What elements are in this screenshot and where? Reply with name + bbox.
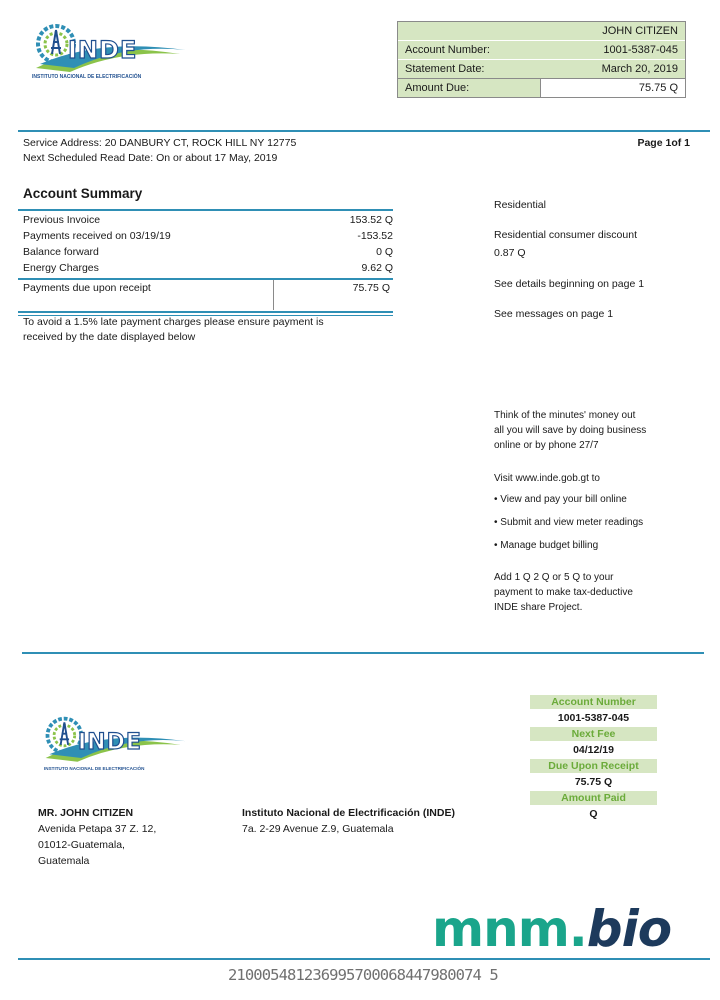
late-fee-note-2: received by the date displayed below	[23, 331, 196, 343]
summary-value: 0 Q	[376, 246, 393, 258]
summary-label: Balance forward	[23, 246, 99, 258]
summary-row	[23, 212, 393, 228]
summary-label: Previous Invoice	[23, 214, 101, 226]
inde-logo-stub	[40, 712, 190, 774]
right-info-column	[494, 198, 694, 213]
logo-subtitle: INSTITUTO NACIONAL DE ELECTRIFICACIÓN	[44, 766, 145, 771]
account-number-value: 1001-5387-045	[603, 44, 678, 56]
promo-line: all you will save by doing business	[494, 425, 647, 436]
stub-divider	[22, 652, 704, 654]
summary-value: -153.52	[357, 230, 393, 242]
donation-line: payment to make tax-deductive	[494, 587, 633, 598]
top-divider	[18, 130, 710, 132]
summary-row	[23, 260, 393, 276]
account-info-box	[397, 21, 686, 98]
remit-amount-paid-value: Q	[589, 808, 598, 820]
bullet-item: • Manage budget billing	[494, 540, 599, 551]
summary-value: 153.52 Q	[349, 214, 393, 226]
bullet-item: • View and pay your bill online	[494, 494, 627, 505]
logo-subtitle: INSTITUTO NACIONAL DE ELECTRIFICACIÓN	[32, 74, 142, 80]
account-number-row	[398, 40, 685, 59]
late-fee-note-1: To avoid a 1.5% late payment charges please ensure payment is	[23, 316, 324, 328]
company-address-line: 7a. 2-29 Avenue Z.9, Guatemala	[242, 823, 394, 835]
service-address: Service Address: 20 DANBURY CT, ROCK HILL NY 12775	[23, 137, 297, 149]
bullet-list	[494, 492, 694, 561]
donation-text	[494, 570, 694, 615]
summary-divider-vertical	[273, 280, 274, 310]
remit-due-label: Due Upon Receipt	[530, 759, 657, 773]
summary-label: Energy Charges	[23, 262, 99, 274]
messages-link-text: See messages on page 1	[494, 308, 614, 320]
watermark-part2: bio	[586, 900, 672, 958]
watermark-part1: mnm.	[432, 900, 587, 958]
promo-text	[494, 408, 694, 453]
bullet-item: • Submit and view meter readings	[494, 517, 644, 528]
company-address-block	[242, 805, 455, 837]
customer-name: JOHN CITIZEN	[602, 25, 678, 37]
customer-address-line: 01012-Guatemala,	[38, 839, 125, 851]
summary-row	[23, 244, 393, 260]
visit-text: Visit www.inde.gob.gt to	[494, 473, 600, 484]
watermark	[432, 900, 671, 958]
promo-line: Think of the minutes' money out	[494, 410, 636, 421]
discount-value: 0.87 Q	[494, 247, 526, 259]
account-summary-table	[23, 212, 393, 276]
summary-top-rule	[18, 209, 393, 211]
customer-name: MR. JOHN CITIZEN	[38, 807, 134, 819]
company-name: Instituto Nacional de Electrificación (INDE)	[242, 807, 455, 819]
page-number: Page 1of 1	[637, 137, 690, 149]
payments-due-value: 75.75 Q	[352, 282, 390, 294]
customer-address-block	[38, 805, 156, 869]
logo-wordmark: INDE	[68, 36, 138, 64]
logo-wordmark: INDE	[78, 730, 142, 755]
remit-account-label: Account Number	[530, 695, 657, 709]
remit-amount-paid-label: Amount Paid	[530, 791, 657, 805]
remit-next-fee-label: Next Fee	[530, 727, 657, 741]
donation-line: INDE share Project.	[494, 602, 583, 613]
promo-line: online or by phone 27/7	[494, 440, 599, 451]
summary-bottom-rule	[18, 311, 393, 313]
account-number-label: Account Number:	[405, 44, 490, 56]
remit-account-value: 1001-5387-045	[557, 712, 630, 724]
donation-line: Add 1 Q 2 Q or 5 Q to your	[494, 572, 614, 583]
details-link-text: See details beginning on page 1	[494, 278, 645, 290]
statement-date-row	[398, 59, 685, 78]
footer-divider	[18, 958, 710, 960]
remit-next-fee-value: 04/12/19	[573, 744, 614, 756]
payments-due-label: Payments due upon receipt	[23, 282, 151, 294]
amount-due-row	[398, 78, 685, 97]
account-summary-title: Account Summary	[23, 186, 143, 201]
summary-value: 9.62 Q	[361, 262, 393, 274]
amount-due-value: 75.75 Q	[638, 82, 678, 94]
summary-mid-rule	[18, 278, 393, 280]
discount-label: Residential consumer discount	[494, 229, 637, 241]
customer-address-line: Guatemala	[38, 855, 90, 867]
amount-due-label: Amount Due:	[398, 79, 541, 97]
remit-due-value: 75.75 Q	[574, 776, 613, 788]
customer-name-row	[398, 22, 685, 40]
customer-address-line: Avenida Petapa 37 Z. 12,	[38, 823, 157, 835]
statement-date-value: March 20, 2019	[601, 63, 678, 75]
next-read-date: Next Scheduled Read Date: On or about 17 May, 2019	[23, 152, 278, 164]
summary-label: Payments received on 03/19/19	[23, 230, 171, 242]
residential-label: Residential	[494, 199, 546, 211]
remittance-box	[530, 695, 657, 823]
summary-row	[23, 228, 393, 244]
barcode-number: 210005481236995700068447980074 5	[228, 966, 498, 984]
inde-logo	[30, 20, 190, 84]
statement-date-label: Statement Date:	[405, 63, 485, 75]
